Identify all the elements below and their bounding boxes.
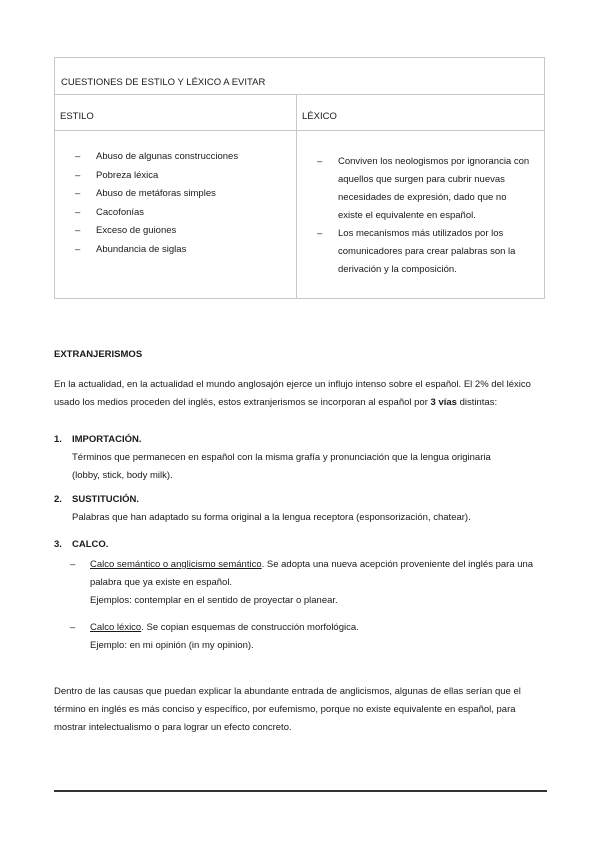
intro-text-end: distintas: — [459, 397, 498, 408]
section-title: CALCO. — [72, 539, 109, 550]
column-header-lexico: LÉXICO — [302, 111, 337, 122]
intro-bold-text: 3 vías — [430, 397, 457, 408]
list-item — [75, 224, 275, 243]
dash-bullet: – — [75, 243, 81, 255]
dash-bullet: – — [70, 559, 76, 570]
style-lexicon-table — [54, 57, 545, 299]
list-item-text: Abuso de metáforas simples — [96, 188, 216, 200]
dash-bullet: – — [317, 228, 323, 239]
lexico-cell — [297, 131, 544, 298]
section-title: IMPORTACIÓN. — [72, 434, 142, 445]
table-body-row — [55, 131, 544, 298]
calco-text: . Se copian esquemas de construcción morfológica. — [141, 622, 359, 633]
section-sustitucion — [54, 491, 471, 527]
calco-example: Ejemplo: en mi opinión (in my opinion). — [90, 640, 254, 651]
closing-paragraph: Dentro de las causas que puedan explicar la abundante entrada de anglicismos, algunas de ellas serían que el término en inglés es más conciso y específico, por eufemismo, porque no existe equivalente en español, para mostrar intelectualismo o para lograr un efecto concreto. — [54, 686, 521, 733]
section-number: 2. — [54, 494, 62, 505]
calco-term: Calco semántico o anglicismo semántico — [90, 559, 262, 570]
dash-bullet: – — [317, 156, 323, 167]
dash-bullet: – — [75, 188, 81, 200]
section-number: 1. — [54, 434, 62, 445]
list-item — [75, 243, 275, 262]
section-text: Términos que permanecen en español con la misma grafía y pronunciación que la lengua originaria (lobby, stick, body milk). — [72, 452, 491, 481]
list-item — [317, 225, 532, 279]
estilo-cell — [55, 131, 297, 298]
list-item-text: Conviven los neologismos por ignorancia con aquellos que surgen para cubrir nuevas necesidades de expresión, dado que no existe el equivalente en español. — [338, 156, 530, 221]
dash-bullet: – — [70, 622, 76, 633]
intro-paragraph — [54, 376, 554, 412]
table-title: CUESTIONES DE ESTILO Y LÉXICO A EVITAR — [55, 58, 544, 95]
list-item-text: Cacofonías — [96, 206, 145, 218]
dash-bullet: – — [75, 151, 81, 162]
list-item-text: Exceso de guiones — [96, 225, 177, 237]
section-calco — [54, 536, 108, 554]
section-title: SUSTITUCIÓN. — [72, 494, 140, 505]
calco-term: Calco léxico — [90, 622, 142, 633]
estilo-list — [75, 150, 275, 262]
calco-example: Ejemplos: contemplar en el sentido de proyectar o planear. — [90, 595, 338, 606]
section-heading-extranjerismos: EXTRANJERISMOS — [54, 349, 143, 360]
column-header-estilo: ESTILO — [55, 95, 297, 130]
dash-bullet: – — [75, 169, 81, 181]
section-number: 3. — [54, 539, 62, 550]
calco-item-lexico — [70, 619, 550, 655]
calco-item-semantico — [70, 556, 550, 610]
list-item — [75, 206, 275, 225]
section-importacion — [54, 431, 512, 485]
dash-bullet: – — [75, 206, 81, 218]
list-item — [75, 169, 275, 188]
section-text: Palabras que han adaptado su forma original a la lengua receptora (esponsorización, chatear). — [72, 512, 471, 523]
list-item-text: Los mecanismos más utilizados por los comunicadores para crear palabras son la derivación y la composición. — [338, 228, 516, 275]
table-header-row — [55, 95, 544, 131]
calco-text: . Se adopta una nueva acepción proveniente del inglés para una palabra que ya existe en español. — [90, 559, 534, 588]
lexico-list — [317, 153, 532, 279]
list-item-text: Abuso de algunas construcciones — [96, 151, 239, 162]
dash-bullet: – — [75, 225, 81, 237]
list-item-text: Abundancia de siglas — [96, 243, 187, 255]
intro-text: En la actualidad, en la actualidad el mundo anglosajón ejerce un influjo intenso sobre el español. El 2% del léxico usado los medios proceden del inglés, estos extranjerismos se incorporan al español por — [54, 379, 531, 408]
list-item — [75, 150, 275, 169]
list-item-text: Pobreza léxica — [96, 169, 159, 181]
list-item — [75, 187, 275, 206]
bottom-divider — [54, 790, 547, 792]
list-item — [317, 153, 532, 225]
